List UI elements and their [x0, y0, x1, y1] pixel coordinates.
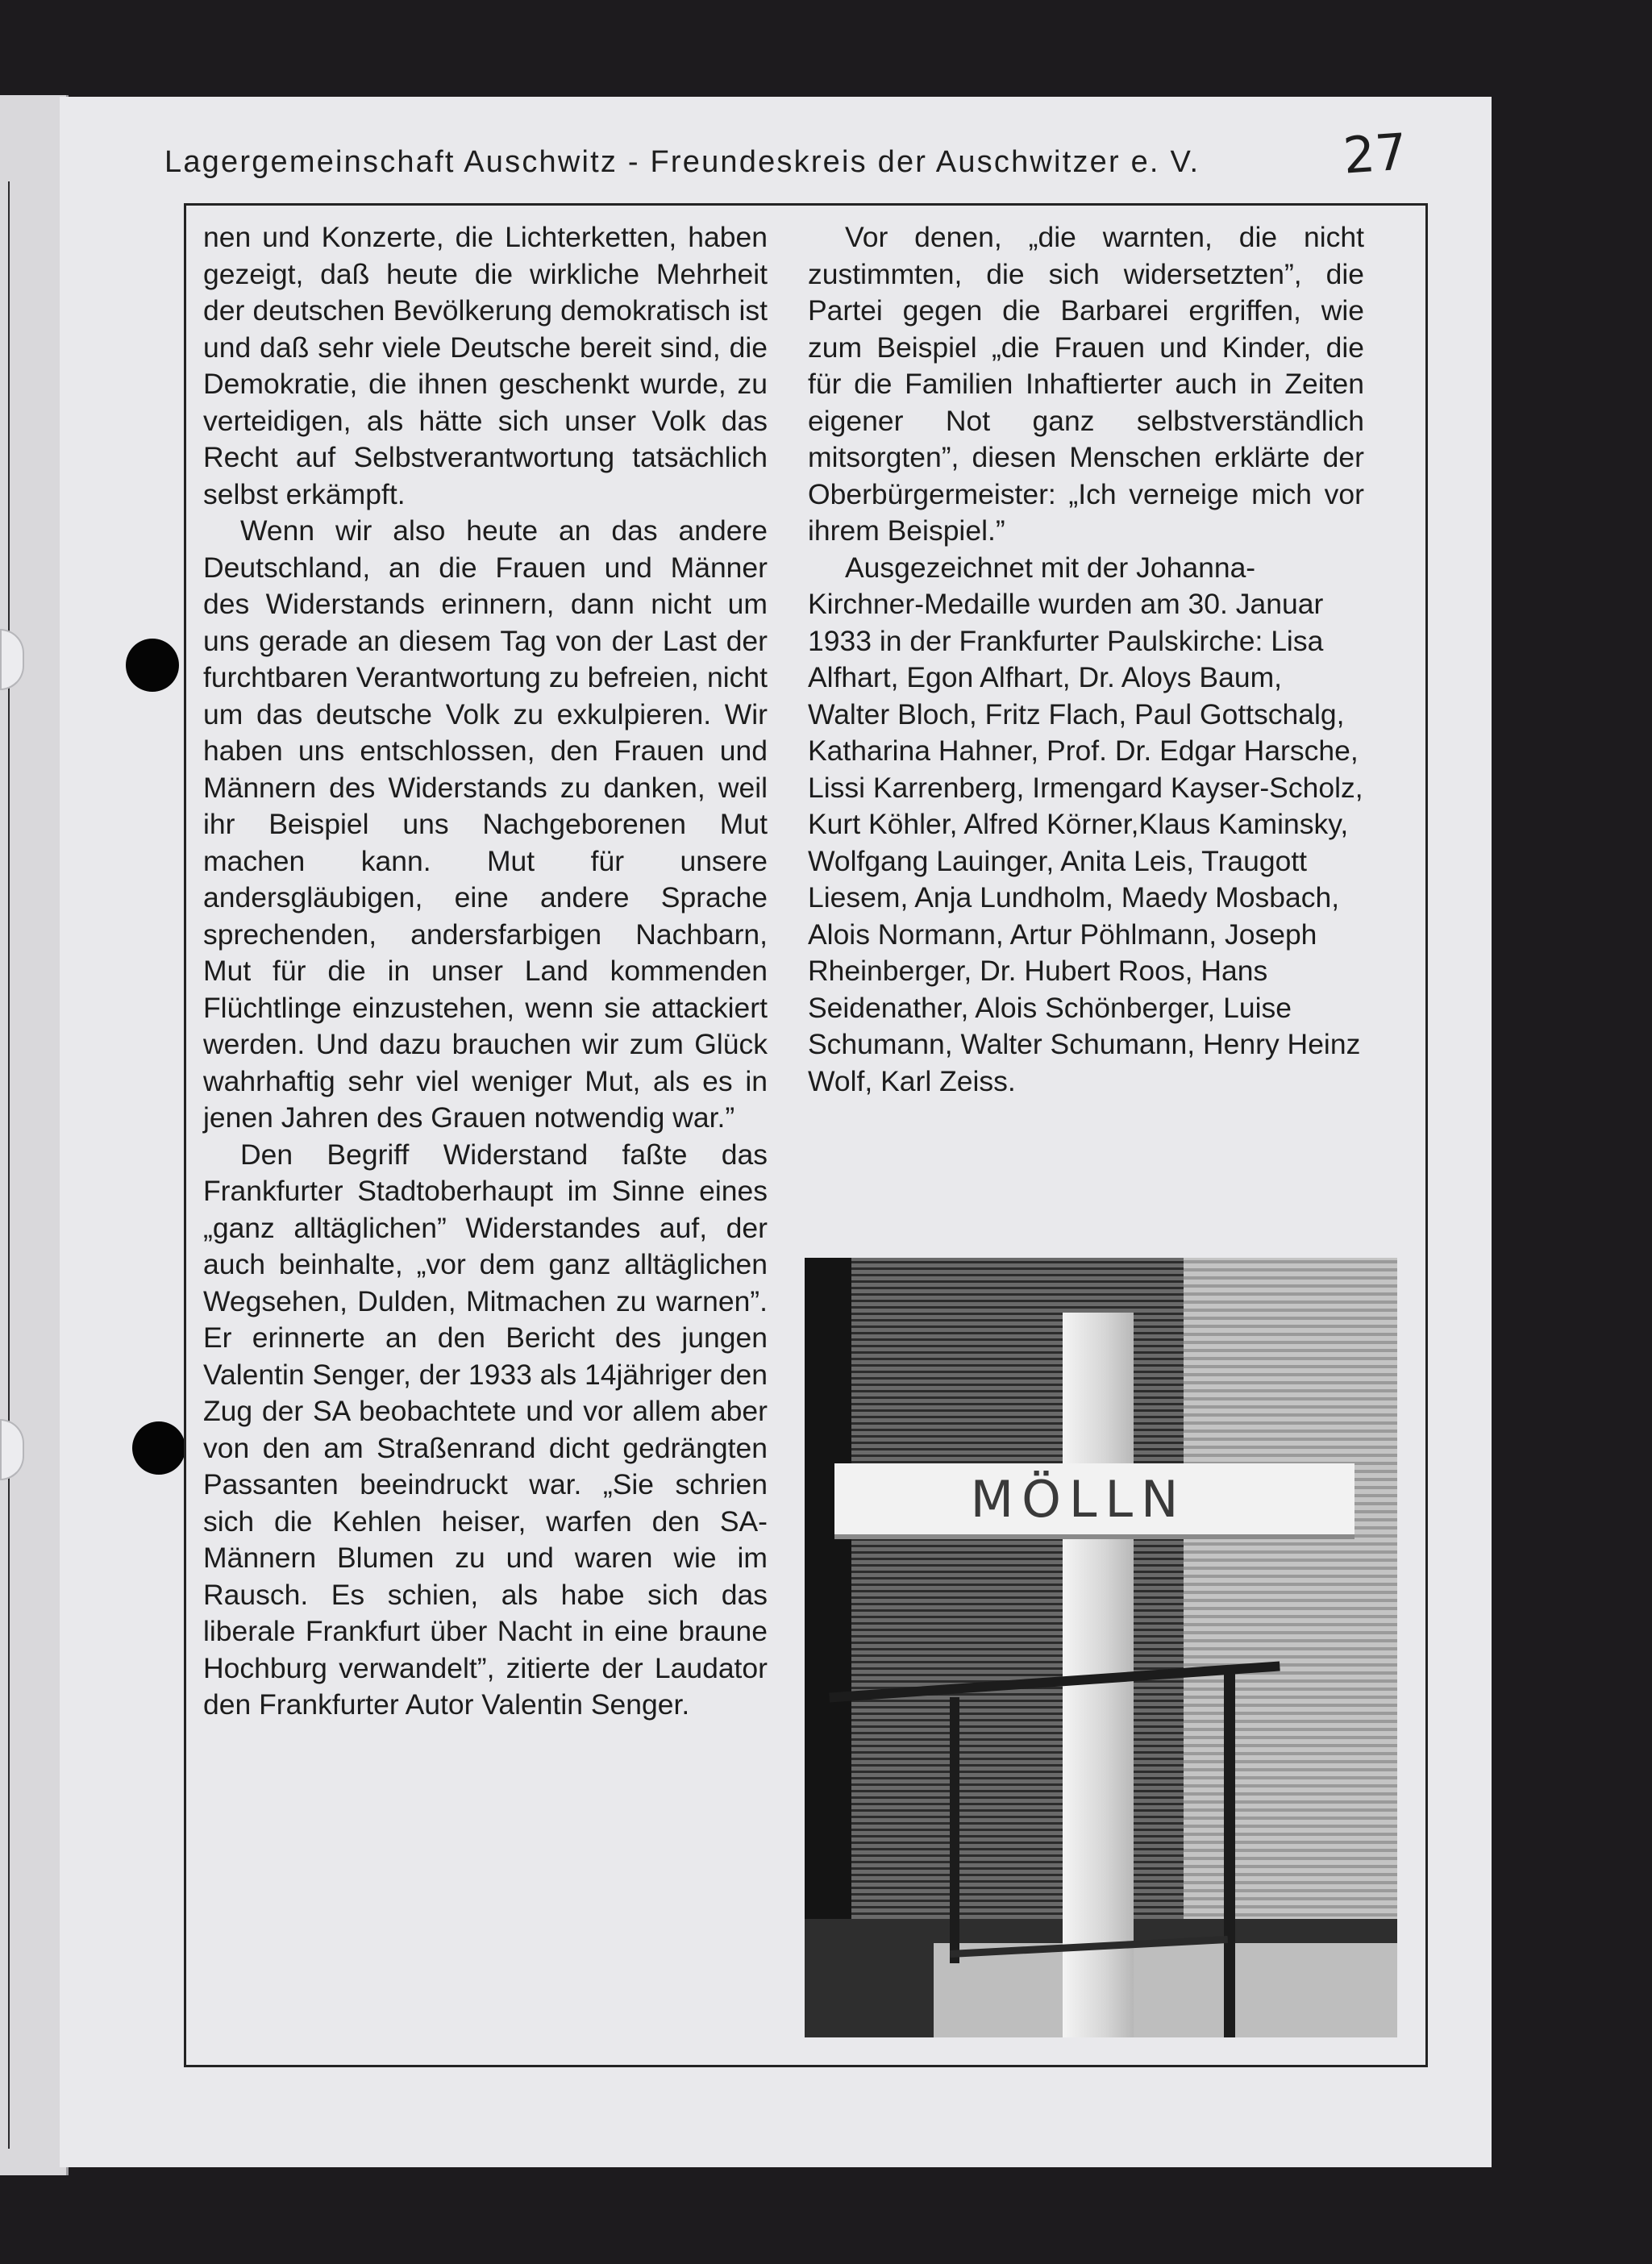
right-text-column — [808, 219, 1364, 1100]
cross-sign-text: MÖLLN — [970, 1469, 1187, 1529]
paragraph: Wenn wir also heute an das andere Deutschland, an die Frauen und Männer des Widerstands erinnern, dann nicht um uns gerade an diesem Tag von der Last der furchtbaren Verantwortung zu befreien, nicht um das deutsche Volk zu exkulpieren. Wir haben uns entschlossen, den Frauen und Männern des Widerstands zu danken, weil ihr Beispiel uns Nachgeborenen Mut machen kann. Mut für unsere andersgläubigen, eine andere Sprache sprechenden, andersfarbigen Nachbarn, Mut für die in unser Land kommenden Flüchtlinge einzustehen, wenn sie attackiert werden. Und dazu brauchen wir zum Glück wahrhaftig sehr viel weniger Mut, als es in jenen Jahren des Grauen notwendig war.” — [203, 514, 768, 1134]
paragraph: Vor denen, „die warnten, die nicht zustimmten, die sich widersetzten”, die Partei gegen die Barbarei ergriffen, wie zum Beispiel „die Frauen und Kinder, die für die Familien Inhaftierter auch in Zeiten eigener Not ganz selbstverständlich mitsorgten”, diesen Menschen erklärte der Oberbürgermeister: „Ich verneige mich vor ihrem Beispiel.” — [808, 221, 1364, 547]
document-page — [60, 97, 1492, 2167]
punch-hole-top — [126, 639, 179, 692]
paragraph: Den Begriff Widerstand faßte das Frankfurter Stadtoberhaupt im Sinne eines „ganz alltäglichen” Widerstandes auf, der auch beinhalte, „vor dem ganz alltäglichen Wegsehen, Dulden, Mitmachen zu warnen”. Er erinnerte an den Bericht des jungen Valentin Senger, der 1933 als 14jähriger den Zug der SA beobachtete und vor allem aber von den am Straßenrand dicht gedrängten Passanten beeindruckt war. „Sie schrien sich die Kehlen heiser, warfen den SA-Männern Blumen zu und waren wie im Rausch. Es schien, als habe sich das liberale Frankfurt über Nacht in eine braune Hochburg verwandelt”, zitierte der Laudator den Frankfurter Autor Valentin Senger. — [203, 1138, 768, 1721]
punch-hole-bottom — [132, 1421, 185, 1475]
photo-moelln-cross — [805, 1258, 1397, 2037]
cross-beam — [834, 1463, 1354, 1534]
running-header: Lagergemeinschaft Auschwitz - Freundeskreis der Auschwitzer e. V. — [164, 145, 1201, 179]
photo-ground — [934, 1943, 1397, 2037]
paragraph-honorees: Ausgezeichnet mit der Johanna-Kirchner-Medaille wurden am 30. Januar 1933 in der Frankfurter Paulskirche: Lisa Alfhart, Egon Alfhart, Dr. Aloys Baum, Walter Bloch, Fritz Flach, Paul Gottschalg, Katharina Hahner, Prof. Dr. Edgar Harsche, Lissi Karrenberg, Irmengard Kayser-Scholz, Kurt Köhler, Alfred Körner,Klaus Kaminsky, Wolfgang Lauinger, Anita Leis, Traugott Liesem, Anja Lundholm, Maedy Mosbach, Alois Normann, Artur Pöhlmann, Joseph Rheinberger, Dr. Hubert Roos, Hans Seidenather, Alois Schönberger, Luise Schumann, Walter Schumann, Henry Heinz Wolf, Karl Zeiss. — [808, 551, 1363, 1097]
railing-post — [950, 1697, 959, 1963]
previous-page-edge — [0, 95, 69, 2175]
left-text-column — [203, 219, 768, 1724]
paragraph: nen und Konzerte, die Lichterketten, haben gezeigt, daß heute die wirkliche Mehrheit der deutschen Bevölkerung demokratisch ist und daß sehr viele Deutsche bereit sind, die Demokratie, die ihnen geschenkt wurde, zu verteidigen, als hätte sich unser Volk das Recht auf Selbstverantwortung tatsächlich selbst erkämpft. — [203, 221, 768, 510]
page-number: 27 — [1341, 122, 1409, 185]
previous-page-rule — [0, 181, 10, 2149]
railing-post — [1224, 1669, 1235, 2037]
